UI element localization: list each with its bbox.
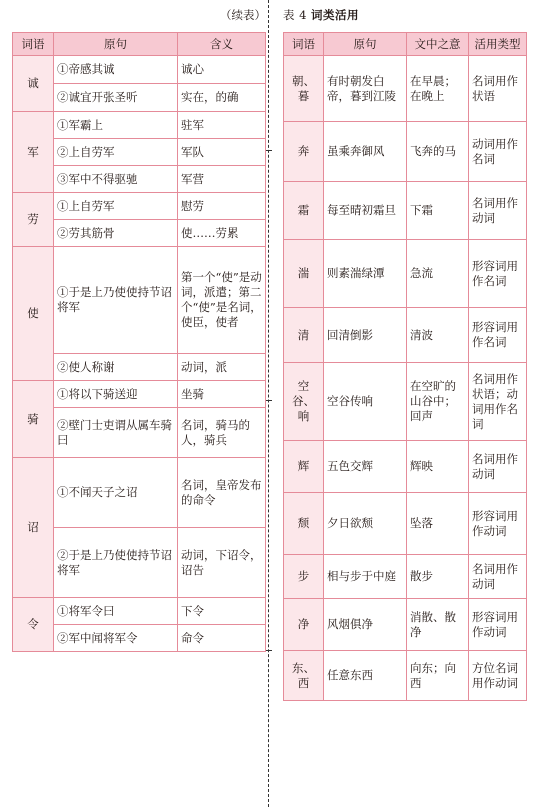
table-row bbox=[284, 122, 527, 182]
word-cell: 东、西 bbox=[284, 651, 324, 701]
type-cell: 动词用作名词 bbox=[469, 122, 527, 182]
type-cell: 名词用作动词 bbox=[469, 182, 527, 240]
word-cell: 奔 bbox=[284, 122, 324, 182]
meaning-cell: 消散、散净 bbox=[407, 599, 469, 651]
table-title: 词类活用 bbox=[310, 8, 359, 22]
word-cell: 使 bbox=[13, 247, 54, 381]
sentence-cell: ①上自劳军 bbox=[54, 193, 178, 220]
word-cell: 湍 bbox=[284, 240, 324, 308]
type-cell: 名词用作动词 bbox=[469, 555, 527, 599]
table-row bbox=[13, 458, 266, 528]
table-row bbox=[284, 493, 527, 555]
table-row bbox=[284, 441, 527, 493]
type-cell: 名词用作动词 bbox=[469, 441, 527, 493]
meaning-cell: 坐骑 bbox=[178, 381, 266, 408]
type-cell: 形容词用作动词 bbox=[469, 599, 527, 651]
meaning-cell: 命令 bbox=[178, 625, 266, 652]
table-row bbox=[284, 240, 527, 308]
header-type: 活用类型 bbox=[469, 33, 527, 56]
table-4-caption bbox=[283, 8, 359, 22]
meaning-cell: 向东；向西 bbox=[407, 651, 469, 701]
sentence-cell: ②诚宜开张圣听 bbox=[54, 84, 178, 112]
sentence-cell: 相与步于中庭 bbox=[324, 555, 407, 599]
word-cell: 军 bbox=[13, 112, 54, 193]
sentence-cell: ①不闻天子之诏 bbox=[54, 458, 178, 528]
meaning-cell: 下令 bbox=[178, 598, 266, 625]
sentence-cell: 每至晴初霜旦 bbox=[324, 182, 407, 240]
word-cell: 劳 bbox=[13, 193, 54, 247]
word-cell: 令 bbox=[13, 598, 54, 652]
meaning-cell: 名词，骑马的人，骑兵 bbox=[178, 408, 266, 458]
table-row bbox=[284, 56, 527, 122]
sentence-cell: 夕日欲颓 bbox=[324, 493, 407, 555]
meaning-cell: 使……劳累 bbox=[178, 220, 266, 247]
table-row bbox=[284, 555, 527, 599]
word-cell: 清 bbox=[284, 308, 324, 363]
table-row bbox=[284, 363, 527, 441]
sentence-cell: ②军中闻将军令 bbox=[54, 625, 178, 652]
header-meaning: 文中之意 bbox=[407, 33, 469, 56]
meaning-cell: 飞奔的马 bbox=[407, 122, 469, 182]
meaning-cell: 诚心 bbox=[178, 56, 266, 84]
meaning-cell: 名词，皇帝发布的命令 bbox=[178, 458, 266, 528]
sentence-cell: 则素湍绿潭 bbox=[324, 240, 407, 308]
sentence-cell: 虽乘奔御风 bbox=[324, 122, 407, 182]
word-cell: 诏 bbox=[13, 458, 54, 598]
sentence-cell: ②于是上乃使使持节诏将军 bbox=[54, 528, 178, 598]
table-row bbox=[13, 247, 266, 354]
sentence-cell: ①军霸上 bbox=[54, 112, 178, 139]
type-cell: 形容词用作动词 bbox=[469, 493, 527, 555]
table-row bbox=[13, 598, 266, 625]
meaning-cell: 辉映 bbox=[407, 441, 469, 493]
table-row bbox=[13, 56, 266, 84]
type-cell: 名词用作状语 bbox=[469, 56, 527, 122]
word-cell: 霜 bbox=[284, 182, 324, 240]
meaning-cell: 慰劳 bbox=[178, 193, 266, 220]
table-row bbox=[13, 381, 266, 408]
header-sentence: 原句 bbox=[54, 33, 178, 56]
meaning-cell: 军营 bbox=[178, 166, 266, 193]
meaning-cell: 第一个“使”是动词，派遣；第二个“使”是名词，使臣，使者 bbox=[178, 247, 266, 354]
header-word: 词语 bbox=[13, 33, 54, 56]
type-cell: 名词用作状语；动词用作名词 bbox=[469, 363, 527, 441]
meaning-cell: 实在，的确 bbox=[178, 84, 266, 112]
table-number: 表 4 bbox=[283, 8, 307, 22]
table-row bbox=[284, 651, 527, 701]
sentence-cell: 五色交辉 bbox=[324, 441, 407, 493]
column-divider bbox=[268, 0, 269, 807]
meaning-cell: 动词，派 bbox=[178, 354, 266, 381]
meaning-cell: 清波 bbox=[407, 308, 469, 363]
sentence-cell: 空谷传响 bbox=[324, 363, 407, 441]
type-cell: 形容词用作名词 bbox=[469, 308, 527, 363]
meaning-cell: 在空旷的山谷中；回声 bbox=[407, 363, 469, 441]
sentence-cell: ①将以下骑送迎 bbox=[54, 381, 178, 408]
header-meaning: 含义 bbox=[178, 33, 266, 56]
sentence-cell: 有时朝发白帝，暮到江陵 bbox=[324, 56, 407, 122]
sentence-cell: 任意东西 bbox=[324, 651, 407, 701]
word-cell: 颓 bbox=[284, 493, 324, 555]
meaning-cell: 坠落 bbox=[407, 493, 469, 555]
sentence-cell: ②使人称谢 bbox=[54, 354, 178, 381]
sentence-cell: ①于是上乃使使持节诏将军 bbox=[54, 247, 178, 354]
table-row bbox=[13, 193, 266, 220]
table-row bbox=[13, 112, 266, 139]
sentence-cell: ③军中不得驱驰 bbox=[54, 166, 178, 193]
word-cell: 诚 bbox=[13, 56, 54, 112]
word-cell: 骑 bbox=[13, 381, 54, 458]
word-cell: 净 bbox=[284, 599, 324, 651]
header-sentence: 原句 bbox=[324, 33, 407, 56]
meaning-cell: 下霜 bbox=[407, 182, 469, 240]
word-cell: 辉 bbox=[284, 441, 324, 493]
word-class-table bbox=[283, 32, 527, 701]
header-word: 词语 bbox=[284, 33, 324, 56]
vocab-meaning-table bbox=[12, 32, 266, 652]
sentence-cell: 风烟俱净 bbox=[324, 599, 407, 651]
meaning-cell: 急流 bbox=[407, 240, 469, 308]
sentence-cell: ①帝感其诚 bbox=[54, 56, 178, 84]
table-row bbox=[284, 182, 527, 240]
meaning-cell: 动词，下诏令，诏告 bbox=[178, 528, 266, 598]
table-header-row bbox=[284, 33, 527, 56]
sentence-cell: 回清倒影 bbox=[324, 308, 407, 363]
sentence-cell: ②劳其筋骨 bbox=[54, 220, 178, 247]
table-row bbox=[284, 308, 527, 363]
word-cell: 朝、暮 bbox=[284, 56, 324, 122]
sentence-cell: ②上自劳军 bbox=[54, 139, 178, 166]
sentence-cell: ②壁门士吏谓从属车骑曰 bbox=[54, 408, 178, 458]
meaning-cell: 军队 bbox=[178, 139, 266, 166]
type-cell: 形容词用作名词 bbox=[469, 240, 527, 308]
type-cell: 方位名词用作动词 bbox=[469, 651, 527, 701]
table-header-row bbox=[13, 33, 266, 56]
meaning-cell: 散步 bbox=[407, 555, 469, 599]
word-cell: 空谷、响 bbox=[284, 363, 324, 441]
continued-caption: （续表） bbox=[220, 8, 266, 22]
table-row bbox=[284, 599, 527, 651]
meaning-cell: 驻军 bbox=[178, 112, 266, 139]
meaning-cell: 在早晨；在晚上 bbox=[407, 56, 469, 122]
word-cell: 步 bbox=[284, 555, 324, 599]
sentence-cell: ①将军令曰 bbox=[54, 598, 178, 625]
